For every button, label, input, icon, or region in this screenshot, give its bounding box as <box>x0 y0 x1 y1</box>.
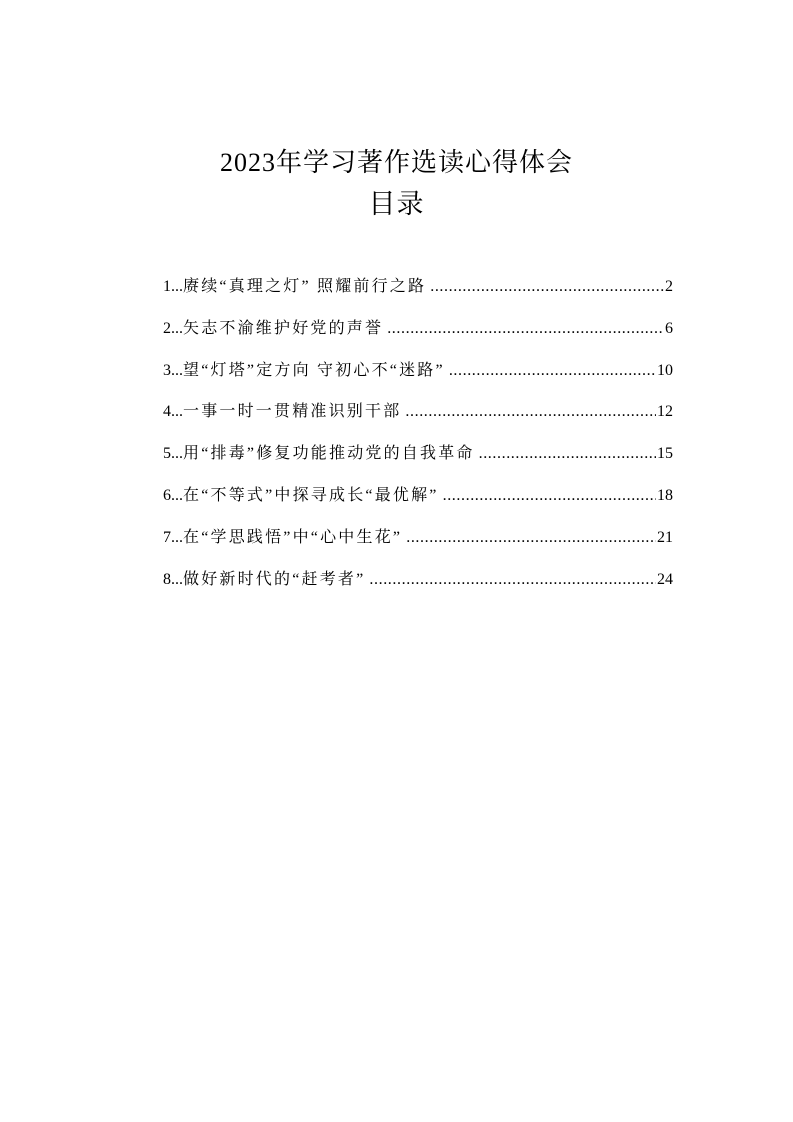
toc-entry-label <box>163 357 445 380</box>
toc-entry-label <box>163 315 383 338</box>
toc-entry-number: 3... <box>163 361 183 379</box>
toc-entry-label <box>163 482 439 505</box>
toc-entry-title: 赓续“真理之灯” 照耀前行之路 <box>183 278 427 295</box>
toc-entry-page: 18 <box>657 486 673 504</box>
toc-entry[interactable] <box>163 315 673 357</box>
toc-entry-page: 6 <box>665 319 673 337</box>
toc-entry-label <box>163 273 426 296</box>
toc-entry-page: 15 <box>657 445 673 463</box>
toc-entry-title: 矢志不渝维护好党的声誉 <box>183 319 384 337</box>
dot-leader <box>449 362 656 380</box>
dot-leader <box>443 487 656 505</box>
toc-entry-title: 用“排毒”修复功能推动党的自我革命 <box>183 445 475 463</box>
toc-entry-label <box>163 440 475 463</box>
toc-entry[interactable] <box>163 398 673 440</box>
toc-entry-page: 2 <box>665 278 673 295</box>
toc-entry-title: 在“不等式”中探寻成长“最优解” <box>183 486 439 504</box>
toc-entry-title: 做好新时代的“赶考者” <box>183 570 366 588</box>
toc-entry-label <box>163 524 402 547</box>
toc-entry-label <box>163 566 365 589</box>
toc-entry-title: 望“灯塔”定方向 守初心不“迷路” <box>183 361 445 379</box>
toc-entry[interactable] <box>163 566 673 608</box>
toc-entry[interactable] <box>163 440 673 482</box>
dot-leader <box>387 320 664 338</box>
toc-entry-number: 8... <box>163 570 183 588</box>
toc-heading: 目录 <box>368 189 425 219</box>
table-of-contents <box>163 273 673 607</box>
document-title: 2023年学习著作选读心得体会 <box>219 148 573 177</box>
dot-leader <box>405 403 656 421</box>
dot-leader <box>479 445 656 463</box>
dot-leader <box>406 529 656 547</box>
toc-entry[interactable] <box>163 273 673 315</box>
toc-entry-number: 2... <box>163 319 183 337</box>
toc-entry-page: 21 <box>657 528 673 546</box>
toc-entry-number: 5... <box>163 445 183 463</box>
toc-entry-page: 12 <box>657 403 673 421</box>
toc-entry[interactable] <box>163 524 673 566</box>
toc-entry-number: 6... <box>163 486 183 504</box>
toc-entry-number: 1... <box>163 278 183 295</box>
toc-entry-title: 一事一时一贯精准识别干部 <box>183 403 402 421</box>
toc-entry-label <box>163 398 401 421</box>
toc-entry[interactable] <box>163 482 673 524</box>
dot-leader <box>369 571 656 589</box>
dot-leader <box>430 278 664 296</box>
toc-entry-number: 4... <box>163 403 183 421</box>
toc-entry-title: 在“学思践悟”中“心中生花” <box>183 528 403 546</box>
toc-entry-number: 7... <box>163 528 183 546</box>
toc-entry[interactable] <box>163 357 673 399</box>
toc-entry-page: 24 <box>657 570 673 588</box>
toc-entry-page: 10 <box>657 361 673 379</box>
